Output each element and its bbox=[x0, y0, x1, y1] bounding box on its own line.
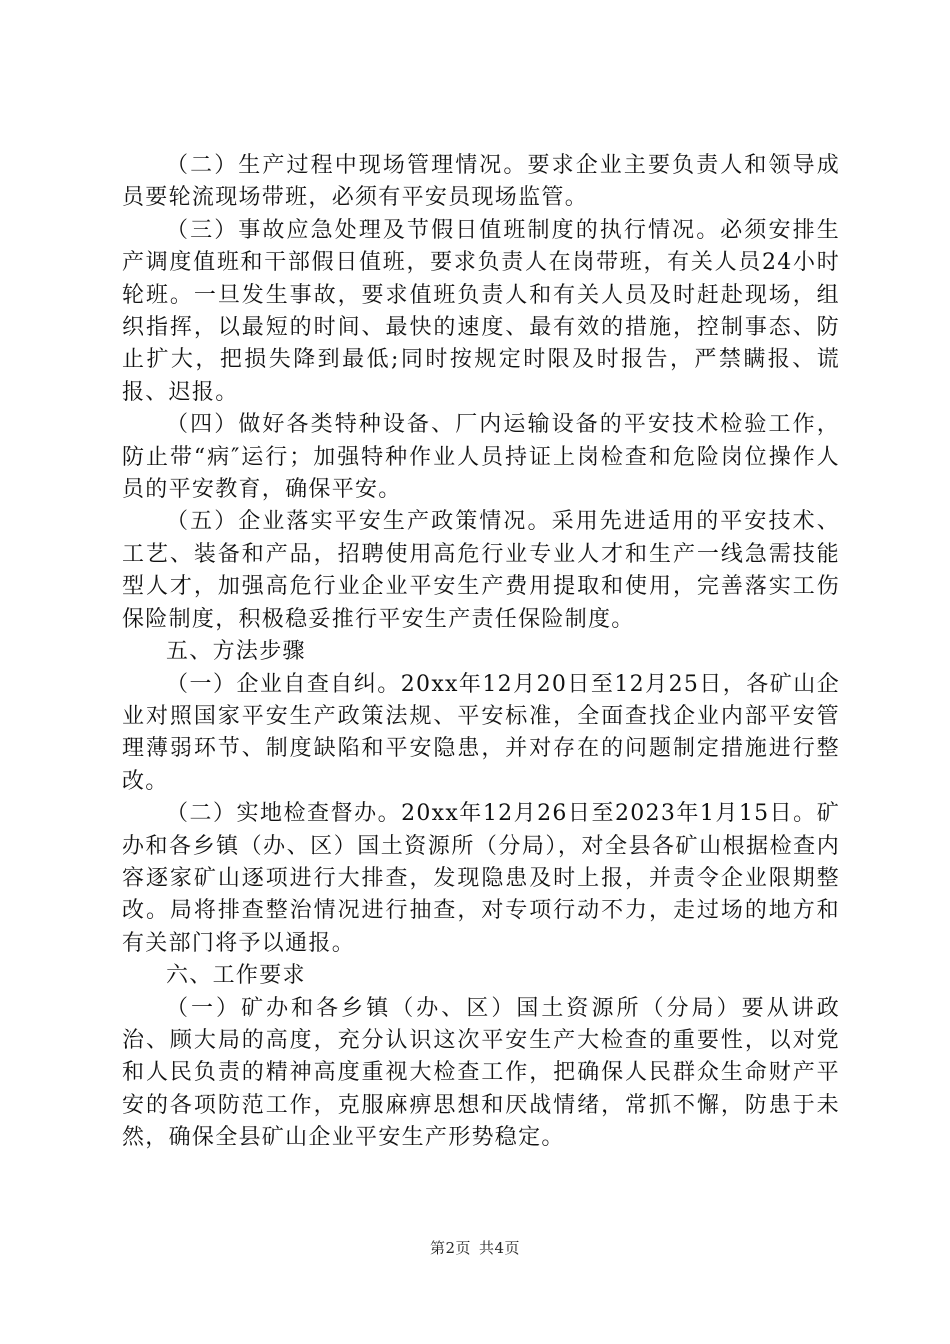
page-current: 第2页 bbox=[429, 1239, 471, 1257]
paragraph-self-inspection: （一）企业自查自纠。20xx年12月20日至12月25日，各矿山企业对照国家平安生产政策法规、平安标准，全面查找企业内部平安管理薄弱环节、制度缺陷和平安隐患，并对存在的问题制定措施进行整改。 bbox=[122, 671, 840, 794]
section-heading-work-requirements: 六、工作要求 bbox=[166, 963, 306, 989]
paragraph-requirement-one: （一）矿办和各乡镇（办、区）国土资源所（分局）要从讲政治、顾大局的高度，充分认识这次平安生产大检查的重要性，以对党和人民负责的精神高度重视大检查工作，把确保人民群众生命财产平安的各项防范工作，克服麻痹思想和厌战情绪，常抓不懈，防患于未然，确保全县矿山企业平安生产形势稳定。 bbox=[122, 995, 840, 1151]
page-total: 共4页 bbox=[479, 1239, 521, 1257]
paragraph-emergency-duty-system: （三）事故应急处理及节假日值班制度的执行情况。必须安排生产调度值班和干部假日值班，要求负责人在岗带班，有关人员24小时轮班。一旦发生事故，要求值班负责人和有关人员及时赶赴现场，组织指挥，以最短的时间、最快的速度、最有效的措施，控制事态、防止扩大，把损失降到最低;同时按规定时限及时报告，严禁瞒报、谎报、迟报。 bbox=[122, 217, 840, 405]
paragraph-production-site-management: （二）生产过程中现场管理情况。要求企业主要负责人和领导成员要轮流现场带班，必须有平安员现场监管。 bbox=[122, 153, 840, 211]
section-heading-methods-steps: 五、方法步骤 bbox=[166, 639, 306, 665]
paragraph-safety-policy-implementation: （五）企业落实平安生产政策情况。采用先进适用的平安技术、工艺、装备和产品，招聘使用高危行业专业人才和生产一线急需技能型人才，加强高危行业企业平安生产费用提取和使用，完善落实工伤保险制度，积极稳妥推行平安生产责任保险制度。 bbox=[122, 509, 840, 632]
page-number bbox=[0, 1238, 950, 1258]
paragraph-special-equipment-inspection: （四）做好各类特种设备、厂内运输设备的平安技术检验工作，防止带“病″运行；加强特种作业人员持证上岗检查和危险岗位操作人员的平安教育，确保平安。 bbox=[122, 412, 840, 503]
document-body bbox=[122, 150, 840, 1155]
paragraph-field-inspection: （二）实地检查督办。20xx年12月26日至2023年1月15日。矿办和各乡镇（办、区）国土资源所（分局），对全县各矿山根据检查内容逐家矿山逐项进行大排查，发现隐患及时上报，并责令企业限期整改。局将排查整治情况进行抽查，对专项行动不力，走过场的地方和有关部门将予以通报。 bbox=[122, 801, 840, 956]
